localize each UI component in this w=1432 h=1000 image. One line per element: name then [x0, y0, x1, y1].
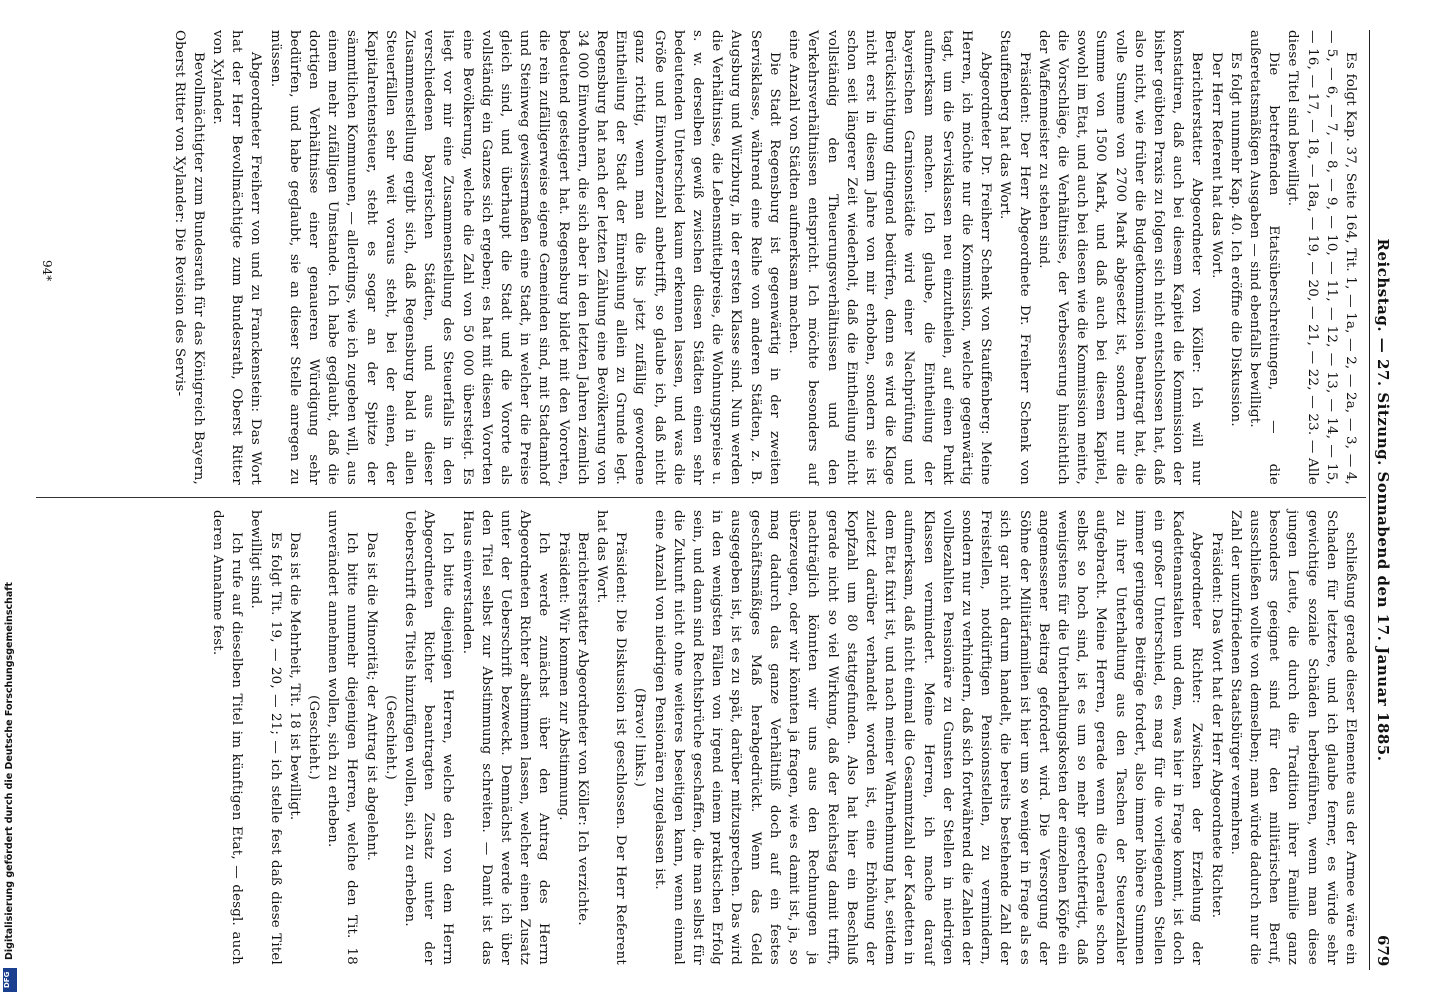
- paragraph: Es folgt Kap. 37, Seite 164, Tit. 1, — 1a, — 2, — 2a, — 3, — 4, — 5, — 6, — 7, — 8, — 9, — 10, — 11, — 12, — 13, — 14, — 15, — 16, — 17, — 18, — 18a, — 19, — 20, — 21, — 22, — 23. — Alle diese Titel sind bewilligt.: [1285, 30, 1358, 485]
- paragraph: Abgeordneter Freiherr von und zu Franckenstein: Das Wort hat der Herr Bevollmächtigte zum Bundesrath, Oberst Ritter von Xylander.: [210, 30, 264, 485]
- paragraph: Präsident: Wir kommen zur Abstimmung.: [555, 532, 571, 821]
- running-title: Reichstag. — 27. Sitzung. Sonnabend den 17. Januar 1885.: [1374, 238, 1392, 762]
- paragraph: Abgeordneter Dr. Freiherr Schenk von Stauffenberg: Meine Herren, ich möchte nur die Kommission, welche gegenwärtig tagt, um die Servisklassen neu einzutheilen, auf einen Punkt aufmerksam machen. Ich glaube, die Eintheilung der bayerischen Garnisonstädte wird einer Nachprüfung und Berücksichtigung dringend bedürfen, denn es wird die Klage nicht erst in diesem Jahre von mir erhoben, sondern sie ist schon seit längerer Zeit wiederholt, daß die Eintheilung nicht vollständig den Theuerungsverhältnissen und den Verkehrsverhältnissen entspricht. Ich möchte besonders auf eine Anzahl von Städten aufmerksam machen.: [786, 30, 994, 485]
- paragraph: Die betreffenden Etatsüberschreitungen, — die außeretatsmäßigen Ausgaben — sind ebenfalls bewilligt.: [1246, 30, 1282, 485]
- paragraph: Ich bitte nunmehr diejenigen Herren, welche den Tit. 18 unverändert annehmen wollen, sich zu erheben.: [325, 510, 360, 965]
- paragraph: Präsident: Die Diskussion ist geschlossen. Der Herr Referent hat das Wort.: [594, 510, 629, 965]
- column-divider: [36, 497, 1366, 498]
- paragraph: Ich bitte diejenigen Herren, welche den von dem Herrn Abgeordneten Richter beantragten Zusatz unter der Ueberschrift des Titels hinzufügen wollen, sich zu erheben.: [402, 510, 456, 965]
- paragraph: (Bravo! links.): [632, 687, 648, 788]
- paragraph: Ich rufe auf dieselben Titel im künftigen Etat, — desgl. auch deren Annahme fest.: [210, 510, 245, 965]
- left-column: [169, 30, 1360, 485]
- paragraph: Berichterstatter Abgeordneter von Köller: Ich verzichte.: [574, 532, 590, 926]
- paragraph: Es folgt nunmehr Kap. 40. Ich eröffne die Diskussion.: [1227, 52, 1243, 427]
- right-column: [208, 510, 1360, 965]
- paragraph: Es folgt Tit. 19, — 20, — 21; — ich stelle fest daß diese Titel bewilligt sind.: [248, 510, 283, 965]
- dfg-logo: DFG: [3, 968, 17, 992]
- paragraph: Die Stadt Regensburg ist gegenwärtig in der zweiten Servisklasse, während eine Reihe von anderen Städten, z. B. Augsburg und Würzburg, in der ersten Klasse sind. Nun werden die Verhältnisse, die Lebensmittelpreise, die Wohnungspreise u. s. w. derselben gewiß zwischen diesen Städten einen sehr bedeutenden Unterschied kaum erkennen lassen, und was die Größe und Einwohnerzahl anbetrifft, so glaube ich, daß nicht ganz richtig, wenn man die bis jetzt zufällig gewordene Eintheilung der Stadt der Einreihung allein zu Grunde legt. Regensburg hat nach der letzten Zählung eine Bevölkerung von 34 000 Einwohnern, die sich aber in den letzten Jahren ziemlich bedeutend gesteigert hat. Regensburg bildet mit den Vororten, die rein zufälligerweise eigene Gemeinden sind, mit Stadtamhof und Steinweg gewissermaßen eine Stadt, in welcher die Preise gleich sind, und überhaupt die Stadt und die Vororte als vollständig ein Ganzes sich ergeben; es hat mit diesen Vororten eine Bevölkerung, welche die Zahl von 50 000 übersteigt. Es liegt vor mir eine Zusammenstellung des Steuerfalls in den verschiedenen bayerischen Städten, und aus dieser Zusammenstellung ergibt sich, daß Regensburg bald in allen Steuerfällen sehr weit voraus steht, bei der einen, der Kapitalrentensteuer, steht es sogar an der Spitze der sämmtlichen Kommunen, — allerdings, wie ich zugeben will, aus einem mehr zufälligen Umstande. Ich habe geglaubt, daß die dortigen Verhältnisse einer genaueren Würdigung sehr bedürfen, und habe geglaubt, sie an dieser Stelle anregen zu müssen.: [267, 30, 782, 485]
- paragraph: Das ist die Minorität; der Antrag ist abgelehnt.: [363, 532, 379, 862]
- paragraph: Der Herr Referent hat das Wort.: [1208, 52, 1224, 279]
- paragraph: (Geschieht.): [306, 695, 322, 780]
- paragraph: Bevollmächtigter zum Bundesrath für das Königreich Bayern, Oberst Ritter von Xylander: Die Revision des Servis-: [171, 30, 206, 485]
- digitization-note: Digitalisierung gefördert durch die Deutsche Forschungsgemeinschaft: [4, 582, 15, 960]
- paragraph: Ich werde zunächst über den Antrag des Herrn Abgeordneten Richter abstimmen lassen, welcher einen Zusatz unter der Ueberschrift bezweckt. Demnächst werde ich über den Titel selbst zur Abstimmung schreiten. — Damit ist das Haus einverstanden.: [459, 510, 552, 965]
- rotated-page-content: [22, 30, 1392, 970]
- paragraph: Abgeordneter Richter: Zwischen der Erziehung der Kadettenanstalten und dem, was hier in Frage kommt, ist doch ein großer Unterschied, es mag für die vorliegenden Stellen immer geringere Beiträge fordert, also immer höhere Summen zu ihrer Unterhaltung aus den Taschen der Steuerzahler aufgebracht. Meine Herren, gerade wenn die Generale schon selbst so hoch sind, ist es um so mehr gerechtfertigt, daß wenigstens für die Unterhaltungskosten der einzelnen Köpfe ein angemessener Beitrag gefordert wird. Die Versorgung der Söhne der Militärfamilien ist hier um so weniger in Frage als es sich gar nicht darum handelt, die bereits bestehende Zahl der Freistellen, notdürftigen Pensionsstellen, zu vermindern, sondern nur zu verhindern, daß sich fortwährend die Zahlen der vollbezahlten Pensionäre zu Gunsten der Stellen in niedrigen Klassen vermindert. Meine Herren, ich mache darauf aufmerksam, daß nicht einmal die Gesammtzahl der Kadetten in dem Etat fixirt ist, und nach meiner Wahrnehmung hat, seitdem zuletzt darüber verhandelt worden ist, eine Erhöhung der Kopfzahl um 80 stattgefunden. Also hat hier ein Beschluß gerade nicht so viel Wirkung, daß der Reichstag damit trifft, nachträglich könnten wir uns aus den Rechnungen ja überzeugen, oder wir könnten ja fragen, wie es damit ist, ja, so mag dadurch das ganze Verhältniß doch auf ein festes geschäftsmäßiges Maß herabgedrückt. Wenn das Geld ausgegeben ist, ist es zu spät, darüber mitzusprechen. Das wird in den wenigsten Fällen von irgend einem praktischen Erfolg sein, und dann sind Rechtsbrüche geschaffen, die man selbst für die Zukunft nicht ohne weiteres beseitigen kann, wenn einmal eine Anzahl von niedrigen Pensionären zugelassen ist.: [651, 510, 1205, 965]
- paragraph: Das ist die Mehrheit, Tit. 18 ist bewilligt.: [286, 532, 302, 821]
- paragraph: schließung gerade dieser Elemente aus der Armee wäre ein Schaden für letztere, und ich glaube ferner, es würde sehr gewichtige soziale Schäden herbeiführen, wenn man diese jungen Leute, die durch die Tradition ihrer Familie ganz besonders geeignet sind für den militärischen Beruf, ausschließen wollte von demselben; man würde dadurch nur die Zahl der unzufriedenen Staatsbürger vermehren.: [1227, 510, 1358, 965]
- paragraph: Präsident: Das Wort hat der Herr Abgeordnete Richter.: [1208, 532, 1224, 919]
- signature-mark: 94*: [40, 260, 54, 282]
- page-number: 679: [1374, 935, 1392, 967]
- paragraph: Berichterstatter Abgeordneter von Köller: Ich will nur konstatiren, daß auch bei diesem Kapitel die Kommission der bisher geübten Praxis zu folgen sich nicht entschlossen hat, daß also nicht, wie früher die Budgetkommission beantragt hat, die volle Summe von 2700 Mark abgesetzt ist, sondern nur die Summe von 1500 Mark, und daß auch bei diesem Kapitel, sowohl im Etat, und auch bei diesen wie die Kommission meinte, die Vorschläge, die Verhältnisse, der Verbesserung hinsichtlich der Waffenmeister zu stehen sind.: [1035, 30, 1205, 485]
- paragraph: Präsident: Der Herr Abgeordnete Dr. Freiherr Schenk von Stauffenberg hat das Wort.: [997, 30, 1032, 485]
- paragraph: (Geschieht.): [382, 695, 398, 780]
- page-header: [1369, 30, 1392, 970]
